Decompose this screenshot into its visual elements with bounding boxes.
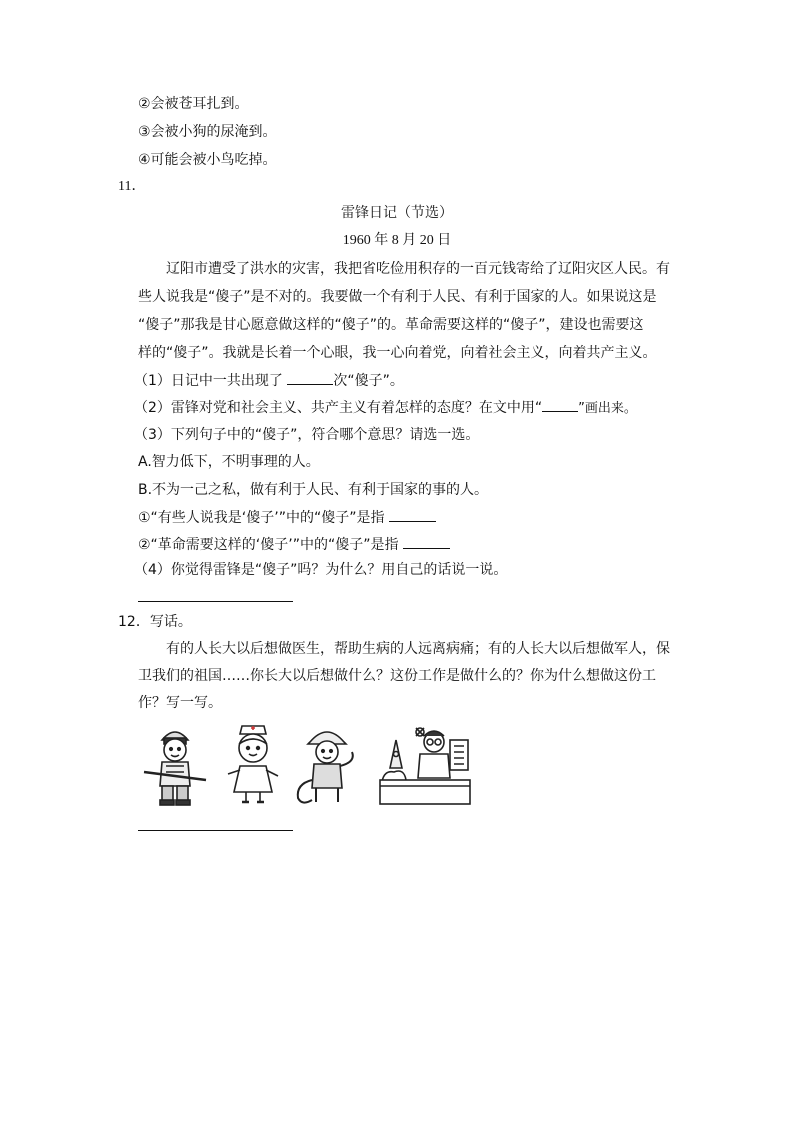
- q11-paragraph-line-4: 样的“傻子”。我就是长着一个心眼，我一心向着党，向着社会主义，向着共产主义。: [138, 345, 657, 361]
- scientist-icon: [374, 722, 474, 808]
- q12-number: 12．写话。: [118, 614, 192, 630]
- q12-paragraph-line-3: 作？写一写。: [138, 695, 222, 711]
- q10-option-3: ③会被小狗的尿淹到。: [138, 124, 277, 140]
- q11-item2-blank[interactable]: [403, 534, 450, 549]
- q11-paragraph-line-3: “傻子”那我是甘心愿意做这样的“傻子”的。革命需要这样的“傻子”，建设也需要这: [138, 317, 644, 333]
- q11-paragraph-line-1: 辽阳市遭受了洪水的灾害，我把省吃俭用积存的一百元钱寄给了辽阳灾区人民。有: [166, 261, 670, 277]
- q11-title: 雷锋日记（节选）: [341, 205, 453, 221]
- career-pictures: [140, 722, 480, 808]
- q11-sub1-blank[interactable]: [287, 370, 333, 385]
- q11-sub-question-4: （4）你觉得雷锋是“傻子”吗？为什么？用自己的话说一说。: [134, 562, 508, 578]
- q10-option-2: ②会被苍耳扎到。: [138, 96, 249, 112]
- q11-paragraph-line-2: 些人说我是“傻子”是不对的。我要做一个有利于人民、有利于国家的人。如果说这是: [138, 289, 657, 305]
- firefighter-icon: [292, 722, 362, 806]
- q11-option-b: B.不为一己之私，做有利于人民、有利于国家的事的人。: [138, 482, 489, 498]
- q11-answer-line[interactable]: [138, 601, 293, 602]
- soldier-icon: [140, 722, 210, 806]
- nurse-icon: [220, 722, 286, 806]
- q11-item-1: ①“有些人说我是‘傻子’”中的“傻子”是指: [138, 507, 436, 528]
- q12-paragraph-line-2: 卫我们的祖国……你长大以后想做什么？这份工作是做什么的？你为什么想做这份工: [138, 668, 656, 684]
- q11-sub-question-2: （2）雷锋对党和社会主义、共产主义有着怎样的态度？在文中用“ ”画出来。: [134, 397, 637, 419]
- q12-paragraph-line-1: 有的人长大以后想做医生，帮助生病的人远离病痛；有的人长大以后想做军人，保: [166, 641, 670, 657]
- q11-sub-question-3: （3）下列句子中的“傻子”，符合哪个意思？请选一选。: [134, 427, 480, 443]
- q11-sub2-blank[interactable]: [542, 397, 578, 412]
- q11-date: 1960 年 8 月 20 日: [342, 233, 452, 248]
- q11-item-2: ②“革命需要这样的‘傻子’”中的“傻子”是指: [138, 534, 450, 555]
- q12-answer-line[interactable]: [138, 830, 293, 831]
- q11-item1-blank[interactable]: [389, 507, 436, 522]
- q11-sub-question-1: （1）日记中一共出现了 次“傻子”。: [134, 370, 404, 391]
- q11-number: 11．: [118, 179, 146, 194]
- q10-option-4: ④可能会被小鸟吃掉。: [138, 152, 277, 168]
- q11-option-a: A.智力低下，不明事理的人。: [138, 454, 320, 470]
